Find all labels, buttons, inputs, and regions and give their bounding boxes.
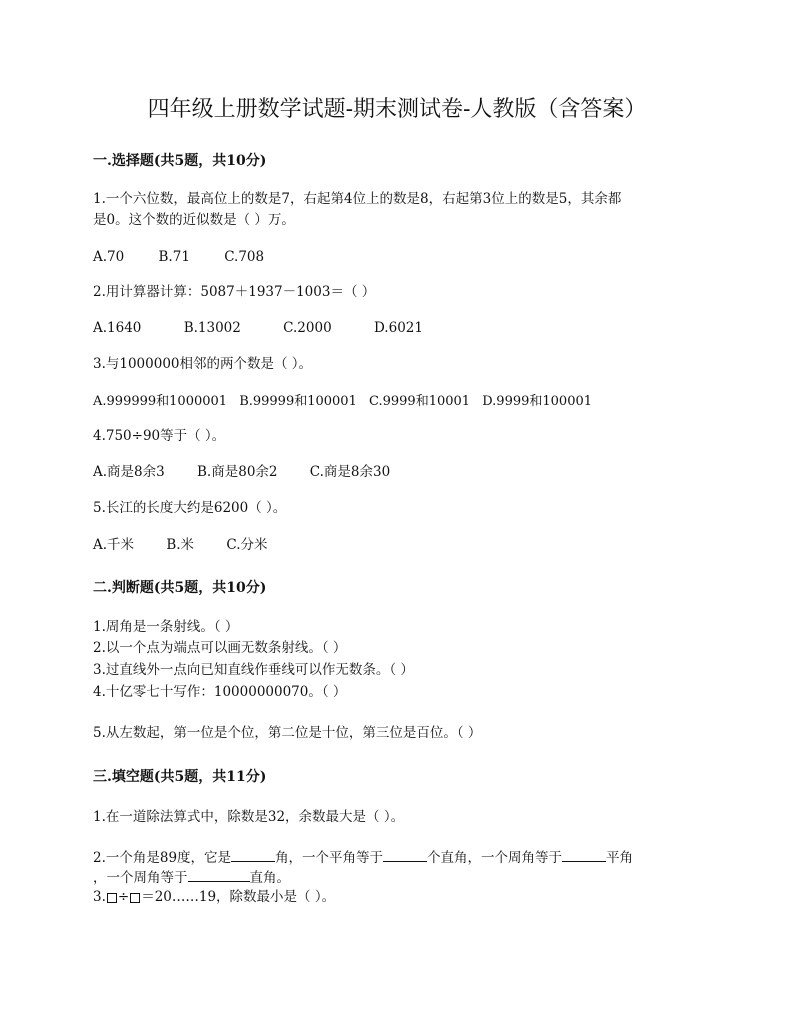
option-c: C.商是8余30 [309,464,391,480]
dividend-box-icon [107,893,117,903]
section-heading-fill-blank: 三.填空题(共5题，共11分) [93,769,267,785]
option-c: C.9999和10001 [369,394,471,409]
fill-question-2-line-1 [93,847,633,868]
question-2-text: 2.用计算器计算：5087＋1937－1003＝（ ） [93,284,376,300]
option-b: B.13002 [183,320,241,336]
answer-blank [383,847,427,862]
judgment-item-1: 1.周角是一条射线。（ ） [93,619,239,635]
fill-question-1: 1.在一道除法算式中，除数是32，余数最大是（ ）。 [93,809,405,825]
divisor-box-icon [130,893,140,903]
question-4-text: 4.750÷90等于（ ）。 [93,428,226,444]
option-d: D.9999和100001 [482,394,593,409]
option-a: A.千米 [93,537,135,553]
option-a: A.999999和1000001 [93,394,228,409]
fill-question-2-part-2: 角，一个平角等于 [275,850,384,866]
page-title: 四年级上册数学试题-期末测试卷-人教版（含答案） [147,97,647,122]
fill-question-2-part-1: 2.一个角是89度，它是 [93,850,232,866]
fill-question-2-part-4: 平角 [606,850,634,866]
judgment-item-4: 4.十亿零七十写作：10000000070。（ ） [93,684,347,700]
section-heading-judgment: 二.判断题(共5题，共10分) [93,580,267,596]
question-5-options [93,536,290,555]
question-4-options [93,463,412,482]
division-sign: ÷ [117,889,130,905]
option-b: B.米 [166,537,195,553]
option-c: C.708 [224,249,265,265]
question-1-options [93,248,286,267]
question-3-text: 3.与1000000相邻的两个数是（ ）。 [93,356,313,372]
fill-question-2-part-5: ，一个周角等于 [93,870,188,886]
fill-question-3-rest: ＝20……19，除数最小是（ ）。 [141,889,336,905]
question-1-line-2: 是0。这个数的近似数是（ ）万。 [93,212,295,228]
option-b: B.71 [158,249,190,265]
judgment-item-5: 5.从左数起，第一位是个位，第二位是十位，第三位是百位。（ ） [93,725,482,741]
section-heading-choice: 一.选择题(共5题，共10分) [93,153,267,169]
judgment-item-2: 2.以一个点为端点可以画无数条射线。（ ） [93,640,347,656]
fill-question-2-part-6: 直角。 [249,870,290,886]
option-d: D.6021 [373,320,423,336]
option-b: B.99999和100001 [239,394,357,409]
judgment-item-3: 3.过直线外一点向已知直线作垂线可以作无数条。（ ） [93,662,414,678]
option-c: C.分米 [226,537,268,553]
fill-question-3 [93,888,335,907]
option-c: C.2000 [283,320,332,336]
answer-blank [231,847,275,862]
question-1-line-1: 1.一个六位数，最高位上的数是7，右起第4位上的数是8，右起第3位上的数是5，其余都 [93,191,622,207]
answer-blank [562,847,606,862]
question-5-text: 5.长江的长度大约是6200（ ）。 [93,500,287,516]
option-a: A.1640 [93,320,142,336]
option-a: A.70 [93,249,125,265]
fill-question-2-part-3: 个直角，一个周角等于 [427,850,563,866]
answer-blank [188,867,250,882]
fill-question-3-number: 3. [93,889,106,905]
option-a: A.商是8余3 [93,464,165,480]
fill-question-2-line-2 [93,867,290,888]
option-b: B.商是80余2 [197,464,278,480]
question-2-options [93,319,445,338]
question-3-options [93,392,614,411]
